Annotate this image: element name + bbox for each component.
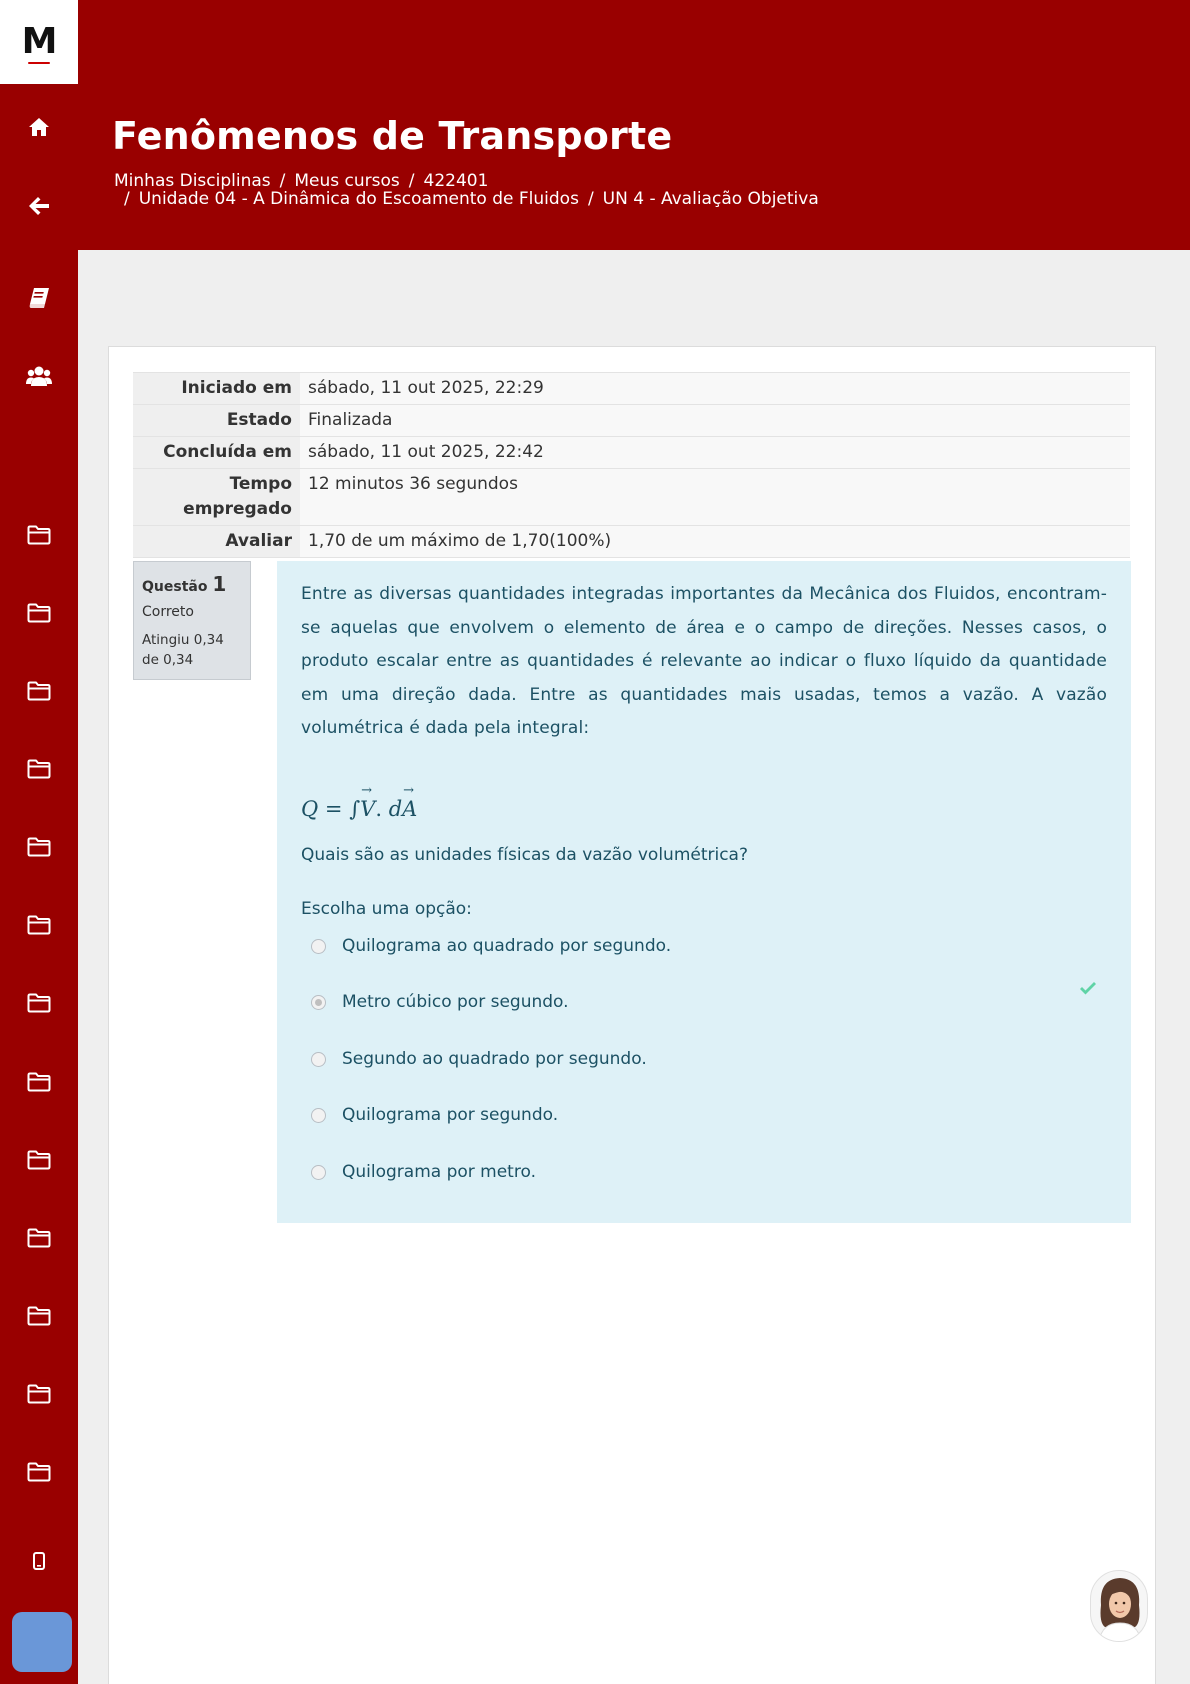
answer-option[interactable]	[311, 987, 1111, 1017]
summary-label: Tempo empregado	[133, 469, 300, 526]
answer-option-label: Metro cúbico por segundo.	[342, 992, 569, 1012]
attempt-summary	[133, 372, 1130, 558]
radio-button[interactable]	[311, 1108, 326, 1123]
formula-equals: =	[324, 797, 343, 821]
formula	[301, 797, 417, 821]
folder-icon[interactable]	[0, 1140, 78, 1180]
summary-label: Avaliar	[133, 526, 300, 558]
folder-icon[interactable]	[0, 671, 78, 711]
folder-icon[interactable]	[0, 593, 78, 633]
summary-value: 1,70 de um máximo de 1,70(100%)	[300, 526, 1130, 558]
summary-row	[133, 373, 1130, 405]
answer-option[interactable]	[311, 1157, 1111, 1187]
folder-icon[interactable]	[0, 983, 78, 1023]
summary-label: Estado	[133, 405, 300, 437]
users-icon[interactable]	[0, 356, 78, 396]
support-button[interactable]	[12, 1612, 72, 1672]
answer-option[interactable]	[311, 1100, 1111, 1130]
summary-value: sábado, 11 out 2025, 22:29	[300, 373, 1130, 405]
breadcrumb-item[interactable]: Unidade 04 - A Dinâmica do Escoamento de Fluidos	[138, 189, 579, 209]
folder-icon[interactable]	[0, 1062, 78, 1102]
summary-value: sábado, 11 out 2025, 22:42	[300, 437, 1130, 469]
radio-button[interactable]	[311, 939, 326, 954]
question-grade: Atingiu 0,34 de 0,34	[142, 632, 224, 668]
answer-option-label: Quilograma por metro.	[342, 1162, 536, 1182]
question-number	[142, 572, 242, 596]
summary-row	[133, 526, 1130, 558]
answer-option[interactable]	[311, 1044, 1111, 1074]
mobile-icon[interactable]	[0, 1541, 78, 1581]
summary-value: Finalizada	[300, 405, 1130, 437]
breadcrumb-item[interactable]: Minhas Disciplinas	[114, 171, 271, 191]
folder-icon[interactable]	[0, 749, 78, 789]
question-prompt: Quais são as unidades físicas da vazão volumétrica?	[301, 845, 748, 865]
breadcrumb-separator: /	[587, 189, 594, 209]
radio-button[interactable]	[311, 1052, 326, 1067]
logo[interactable]	[0, 0, 78, 84]
answer-option-label: Segundo ao quadrado por segundo.	[342, 1049, 647, 1069]
breadcrumb-separator: /	[124, 189, 130, 209]
formula-dot: .	[375, 797, 383, 821]
assistant-avatar[interactable]	[1090, 1570, 1148, 1642]
question-text: Entre as diversas quantidades integradas importantes da Mecânica dos Fluidos, encontram-se aquelas que envolvem o elemento de área e o campo de direções. Nesses casos, o produto escalar entre as quantidades é relevante ao indicar o fluxo líquido da quantidade em uma direção dada. Entre as quantidades mais usadas, temos a vazão. A vazão volumétrica é dada pela integral:	[301, 584, 1107, 738]
arrow-left-icon[interactable]	[0, 186, 78, 226]
folder-icon[interactable]	[0, 1218, 78, 1258]
folder-icon[interactable]	[0, 515, 78, 555]
summary-row	[133, 469, 1130, 526]
summary-row	[133, 437, 1130, 469]
folder-icon[interactable]	[0, 1296, 78, 1336]
radio-button[interactable]	[311, 1165, 326, 1180]
question-info	[133, 561, 251, 680]
summary-label: Iniciado em	[133, 373, 300, 405]
answer-option-label: Quilograma por segundo.	[342, 1105, 559, 1125]
breadcrumb-item[interactable]: 422401	[423, 171, 489, 191]
folder-icon[interactable]	[0, 1452, 78, 1492]
check-icon	[1079, 981, 1097, 1000]
sidebar	[0, 0, 78, 1684]
formula-d: d	[388, 797, 403, 821]
formula-lhs: Q	[301, 797, 319, 821]
summary-label: Concluída em	[133, 437, 300, 469]
main-panel	[108, 346, 1156, 1684]
question-state: Correto	[142, 604, 194, 620]
home-icon[interactable]	[0, 107, 78, 147]
book-icon[interactable]	[0, 278, 78, 318]
logo-text: M	[21, 21, 57, 62]
folder-icon[interactable]	[0, 827, 78, 867]
answer-option[interactable]	[311, 931, 1111, 961]
question-label: Questão	[142, 579, 208, 595]
radio-button[interactable]	[311, 995, 326, 1010]
summary-value: 12 minutos 36 segundos	[300, 469, 1130, 526]
breadcrumb-item[interactable]: Meus cursos	[294, 171, 400, 191]
summary-row	[133, 405, 1130, 437]
page-header	[78, 0, 1190, 250]
breadcrumb-separator: /	[279, 171, 286, 191]
course-title: Fenômenos de Transporte	[112, 114, 673, 158]
breadcrumb	[114, 172, 819, 208]
breadcrumb-separator: /	[408, 171, 415, 191]
question-number-value: 1	[212, 572, 227, 596]
formula-vector-v: → V	[360, 797, 375, 821]
question-content	[277, 561, 1131, 1223]
formula-vector-a: → A	[402, 797, 417, 821]
breadcrumb-item[interactable]: UN 4 - Avaliação Objetiva	[602, 189, 819, 209]
choose-label: Escolha uma opção:	[301, 899, 472, 919]
formula-integral: ∫	[349, 797, 361, 821]
folder-icon[interactable]	[0, 905, 78, 945]
answer-option-label: Quilograma ao quadrado por segundo.	[342, 936, 672, 956]
folder-icon[interactable]	[0, 1374, 78, 1414]
